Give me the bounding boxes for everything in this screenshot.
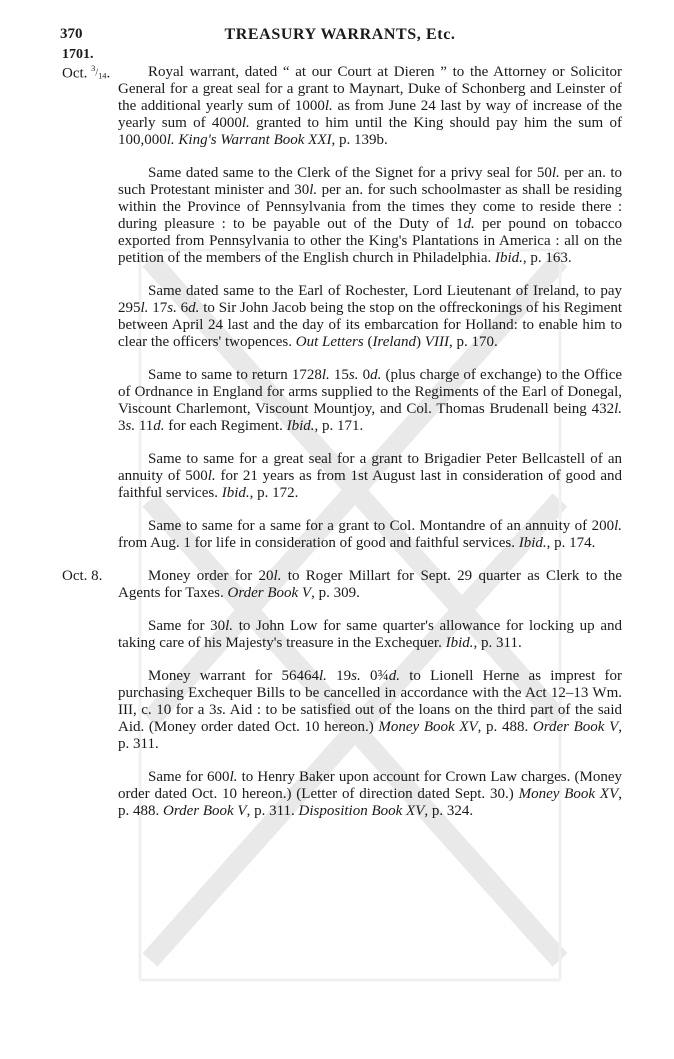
entry-text: Same dated same to the Clerk of the Signet for a privy seal for 50l. per an. to such Protestant minister and 30l. per an. for such schoolmaster as shall be residing within the Province of Pennsylvania from the times they come to reside there : during pleasure : to be payable out of the Duty of 1d. per pound on tobacco exported from Pennsylvania to other the King's Plantations in America : all on the petition of the members of the English church in Philadelphia. Ibid., p. 163. [118,165,622,266]
entry-paragraph [62,451,624,502]
italic-text: s. [348,367,359,383]
italic-text: Disposition Book XV [298,803,425,819]
italic-text: Order Book V [163,803,247,819]
italic-text: l. [551,165,560,181]
entry-text: Money order for 20l. to Roger Millart for Sept. 29 quarter as Clerk to the Agents for Taxes. Order Book V, p. 309. [118,568,622,601]
entry-date: Oct. $^3/_{14}$. [62,64,111,82]
italic-text: l. [614,401,622,417]
entry-paragraph [62,668,624,753]
italic-text: d. [463,216,475,232]
running-title: TREASURY WARRANTS, Etc. [224,26,456,43]
entry-paragraph [62,165,624,267]
italic-text: l. [140,300,149,316]
italic-text: d. [370,367,382,383]
italic-text: Ireland [372,334,417,350]
italic-text: Money Book XV [518,786,619,802]
entry-text: Same to same to return 1728l. 15s. 0d. (plus charge of exchange) to the Office of Ordnance in England for arms supplied to the Regiments of the Earl of Donegal, Viscount Charlemont, Viscount Mountjoy, and Col. Thomas Brudenall being 432l. 3s. 11d. for each Regiment. Ibid., p. 171. [118,367,623,434]
entry-text: Same for 600l. to Henry Baker upon account for Crown Law charges. (Money order dated Oct. 10 hereon.) (Letter of direction dated Sept. 30.) Money Book XV, p. 488. Order Book V, p. 311. Disposition Book XV, p. 324. [118,769,623,819]
entry-date-fraction: $^3/_{14}$ [91,64,107,81]
page-header [60,26,620,48]
italic-text: King's Warrant Book XXI [178,132,332,148]
italic-text: l. [207,468,216,484]
italic-text: l. [309,182,318,198]
entry-paragraph [62,367,624,435]
entry-paragraph [62,568,624,602]
entry-paragraph [62,618,624,652]
entry-paragraph [62,64,624,149]
italic-text: l. [319,668,327,684]
italic-text: l. [273,568,282,584]
page-number: 370 [60,26,83,42]
italic-text: Ibid. [518,535,547,551]
entry-paragraph [62,518,624,552]
entry-date [62,568,102,585]
italic-text: s. [167,300,177,316]
entry-text: Same to same for a same for a grant to Col. Montandre of an annuity of 200l. from Aug. 1 for life in consideration of good and faithful services. Ibid., p. 174. [118,518,622,551]
italic-text: Order Book V [532,719,619,735]
italic-text: l. [229,769,238,785]
entry-date-label: Oct. [62,65,88,82]
italic-text: l. [241,115,250,131]
italic-text: d. [188,300,200,316]
italic-text: Ibid. [495,250,523,266]
italic-text: d. [388,668,400,684]
italic-text: Ibid. [445,635,474,651]
italic-text: Order Book V [227,585,312,601]
entry-paragraph [62,283,624,351]
entry-text: Money warrant for 56464l. 19s. 0¾d. to Lionell Herne as imprest for purchasing Exchequer Bills to be cancelled in accordance with the Act 12–13 Wm. III, c. 10 for a 3s. Aid : to be satisfied out of the loans on the third part of the said Aid. (Money order dated Oct. 10 hereon.) Money Book XV, p. 488. Order Book V, p. 311. [118,668,622,752]
italic-text: Ibid. [286,418,315,434]
entry-date-label: Oct. 8. [62,568,103,584]
italic-text: l. [225,618,234,634]
italic-text: Money Book XV [378,719,478,735]
italic-text: s. [351,668,361,684]
entries-list [62,64,624,836]
italic-text: l. [166,132,175,148]
italic-text: Out Letters [295,334,364,350]
year-heading: 1701. [62,47,94,62]
italic-text: l. [614,518,622,534]
italic-text: l. [324,98,333,114]
italic-text: s. [125,418,136,434]
entry-text: Same to same for a great seal for a grant to Brigadier Peter Bellcastell of an annuity of 500l. for 21 years as from 1st August last in consideration of good and faithful services. Ibid., p. 172. [118,451,622,501]
italic-text: d. [153,418,165,434]
italic-text: VIII [424,334,449,350]
italic-text: l. [321,367,330,383]
entry-text: Same for 30l. to John Low for same quarter's allowance for locking up and taking care of his Majesty's treasure in the Exchequer. Ibid., p. 311. [118,618,622,651]
italic-text: s. [216,702,227,718]
italic-text: Ibid. [221,485,250,501]
entry-text: Same dated same to the Earl of Rochester, Lord Lieutenant of Ireland, to pay 295l. 17s. 6d. to Sir John Jacob being the stop on the offreckonings of his Regiment between April 24 last and the day of its embarcation for Holland: to enable him to clear the officers' twopences. Out Letters (Ireland) VIII, p. 170. [118,283,623,350]
entry-text: Royal warrant, dated “ at our Court at Dieren ” to the Attorney or Solicitor General for a great seal for a grant to Maynart, Duke of Schonberg and Leinster of the additional yearly sum of 1000l. as from June 24 last by way of increase of the yearly sum of 4000l. granted to him until the King should pay him the sum of 100,000l. King's Warrant Book XXI, p. 139b. [118,64,622,148]
entry-paragraph [62,769,624,820]
